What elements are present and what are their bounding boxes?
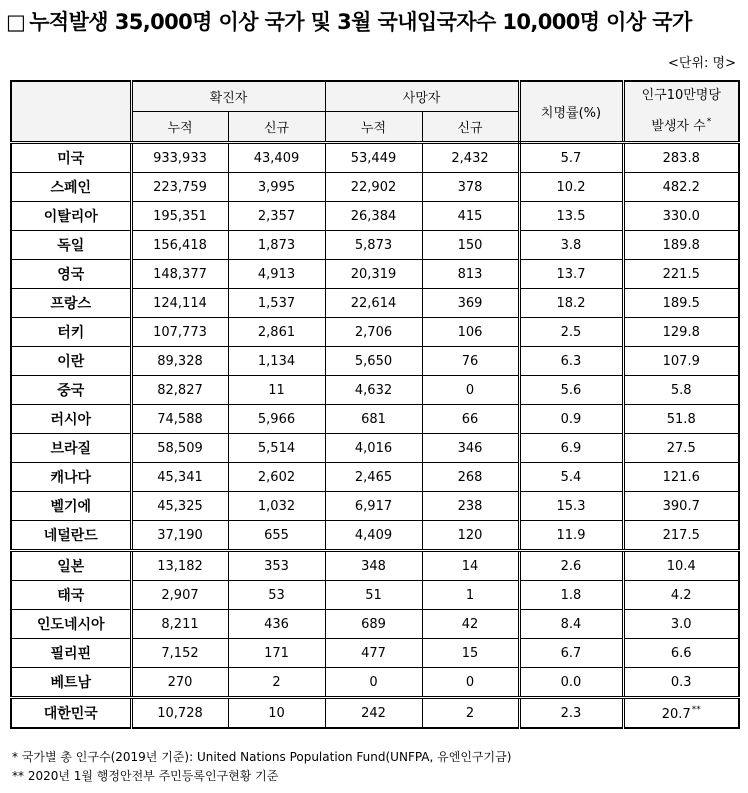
country-cell: 일본 bbox=[11, 551, 131, 581]
deaths-new-cell: 369 bbox=[422, 289, 519, 318]
table-row bbox=[11, 434, 739, 463]
deaths-cumulative-cell: 4,409 bbox=[325, 521, 422, 551]
per100k-cell: 107.9 bbox=[623, 347, 739, 376]
confirmed-new-cell: 353 bbox=[228, 551, 325, 581]
per100k-cell: 283.8 bbox=[623, 143, 739, 173]
confirmed-cumulative-cell: 124,114 bbox=[131, 289, 228, 318]
confirmed-new-cell: 2,602 bbox=[228, 463, 325, 492]
table-row bbox=[11, 610, 739, 639]
confirmed-new-cell: 4,913 bbox=[228, 260, 325, 289]
deaths-cumulative-cell: 4,016 bbox=[325, 434, 422, 463]
deaths-new-cell: 2 bbox=[422, 698, 519, 729]
per100k-cell: 6.6 bbox=[623, 639, 739, 668]
confirmed-cumulative-cell: 58,509 bbox=[131, 434, 228, 463]
table-row bbox=[11, 581, 739, 610]
deaths-cumulative-cell: 0 bbox=[325, 668, 422, 698]
per100k-cell: 129.8 bbox=[623, 318, 739, 347]
confirmed-new-cell: 1,134 bbox=[228, 347, 325, 376]
confirmed-cumulative-cell: 933,933 bbox=[131, 143, 228, 173]
confirmed-new-cell: 436 bbox=[228, 610, 325, 639]
table-row bbox=[11, 318, 739, 347]
fatality-header: 치명률(%) bbox=[519, 81, 623, 143]
per100k-cell: 27.5 bbox=[623, 434, 739, 463]
country-header bbox=[11, 81, 131, 143]
deaths-new-cell: 238 bbox=[422, 492, 519, 521]
confirmed-header: 확진자 bbox=[131, 81, 325, 112]
deaths-cumulative-cell: 5,650 bbox=[325, 347, 422, 376]
confirmed-cumulative-cell: 148,377 bbox=[131, 260, 228, 289]
confirmed-new-cell: 1,537 bbox=[228, 289, 325, 318]
deaths-new-cell: 268 bbox=[422, 463, 519, 492]
confirmed-new-cell: 10 bbox=[228, 698, 325, 729]
per100k-cell: 221.5 bbox=[623, 260, 739, 289]
country-cell: 독일 bbox=[11, 231, 131, 260]
confirmed-cumulative-cell: 8,211 bbox=[131, 610, 228, 639]
fatality-rate-cell: 3.8 bbox=[519, 231, 623, 260]
per100k-cell: 482.2 bbox=[623, 173, 739, 202]
fatality-rate-cell: 2.3 bbox=[519, 698, 623, 729]
fatality-rate-cell: 2.6 bbox=[519, 551, 623, 581]
fatality-rate-cell: 11.9 bbox=[519, 521, 623, 551]
fatality-rate-cell: 15.3 bbox=[519, 492, 623, 521]
deaths-cumulative-cell: 22,614 bbox=[325, 289, 422, 318]
deaths-cumulative-cell: 5,873 bbox=[325, 231, 422, 260]
per100k-cell: 51.8 bbox=[623, 405, 739, 434]
table-row bbox=[11, 639, 739, 668]
confirmed-cumulative-cell: 89,328 bbox=[131, 347, 228, 376]
confirmed-cumulative-cell: 156,418 bbox=[131, 231, 228, 260]
per100k-cell: 121.6 bbox=[623, 463, 739, 492]
confirmed-new-cell: 5,514 bbox=[228, 434, 325, 463]
deaths-cumulative-cell: 51 bbox=[325, 581, 422, 610]
country-cell: 인도네시아 bbox=[11, 610, 131, 639]
deaths-cumulative-cell: 26,384 bbox=[325, 202, 422, 231]
deaths-new-cell: 14 bbox=[422, 551, 519, 581]
table-row bbox=[11, 289, 739, 318]
country-cell: 미국 bbox=[11, 143, 131, 173]
footnote-mark: ** bbox=[691, 704, 701, 715]
deaths-new-cell: 346 bbox=[422, 434, 519, 463]
confirmed-new-cell: 11 bbox=[228, 376, 325, 405]
deaths-cumulative-cell: 348 bbox=[325, 551, 422, 581]
confirmed-new-header: 신규 bbox=[228, 112, 325, 143]
deaths-new-cell: 415 bbox=[422, 202, 519, 231]
per100k-cell: 189.8 bbox=[623, 231, 739, 260]
country-cell: 베트남 bbox=[11, 668, 131, 698]
table-row bbox=[11, 260, 739, 289]
per100k-cell: 4.2 bbox=[623, 581, 739, 610]
deaths-cumulative-cell: 20,319 bbox=[325, 260, 422, 289]
confirmed-cumulative-cell: 10,728 bbox=[131, 698, 228, 729]
deaths-cumulative-cell: 681 bbox=[325, 405, 422, 434]
confirmed-cumulative-cell: 74,588 bbox=[131, 405, 228, 434]
deaths-new-cell: 42 bbox=[422, 610, 519, 639]
country-cell: 벨기에 bbox=[11, 492, 131, 521]
country-cell: 네덜란드 bbox=[11, 521, 131, 551]
deaths-cumulative-cell: 53,449 bbox=[325, 143, 422, 173]
table-body bbox=[11, 143, 739, 729]
deaths-cumulative-cell: 4,632 bbox=[325, 376, 422, 405]
confirmed-cumulative-cell: 45,325 bbox=[131, 492, 228, 521]
fatality-rate-cell: 5.4 bbox=[519, 463, 623, 492]
country-cell: 캐나다 bbox=[11, 463, 131, 492]
table-row bbox=[11, 231, 739, 260]
confirmed-new-cell: 2,357 bbox=[228, 202, 325, 231]
deaths-new-cell: 15 bbox=[422, 639, 519, 668]
footnote-korea: ** 2020년 1월 행정안전부 주민등록인구현황 기준 bbox=[12, 769, 279, 783]
country-cell: 이탈리아 bbox=[11, 202, 131, 231]
deaths-cumulative-cell: 242 bbox=[325, 698, 422, 729]
deaths-cumulative-cell: 689 bbox=[325, 610, 422, 639]
confirmed-cumulative-cell: 223,759 bbox=[131, 173, 228, 202]
confirmed-cumulative-cell: 7,152 bbox=[131, 639, 228, 668]
table-row bbox=[11, 173, 739, 202]
per100k-cell: 0.3 bbox=[623, 668, 739, 698]
country-cell: 대한민국 bbox=[11, 698, 131, 729]
table-row bbox=[11, 202, 739, 231]
deaths-new-cell: 150 bbox=[422, 231, 519, 260]
deaths-new-cell: 106 bbox=[422, 318, 519, 347]
deaths-new-cell: 66 bbox=[422, 405, 519, 434]
fatality-rate-cell: 6.7 bbox=[519, 639, 623, 668]
confirmed-cumulative-header: 누적 bbox=[131, 112, 228, 143]
confirmed-new-cell: 2,861 bbox=[228, 318, 325, 347]
country-cell: 태국 bbox=[11, 581, 131, 610]
per100k-footnote-mark: * bbox=[706, 117, 712, 127]
deaths-cumulative-header: 누적 bbox=[325, 112, 422, 143]
deaths-new-cell: 76 bbox=[422, 347, 519, 376]
per100k-header: 인구10만명당 발생자 수* bbox=[623, 81, 739, 143]
confirmed-cumulative-cell: 13,182 bbox=[131, 551, 228, 581]
fatality-rate-cell: 10.2 bbox=[519, 173, 623, 202]
deaths-new-cell: 1 bbox=[422, 581, 519, 610]
per100k-cell: 5.8 bbox=[623, 376, 739, 405]
table-row bbox=[11, 347, 739, 376]
deaths-cumulative-cell: 2,465 bbox=[325, 463, 422, 492]
country-cell: 중국 bbox=[11, 376, 131, 405]
footnotes bbox=[12, 748, 511, 786]
fatality-rate-cell: 2.5 bbox=[519, 318, 623, 347]
fatality-rate-cell: 6.9 bbox=[519, 434, 623, 463]
fatality-rate-cell: 6.3 bbox=[519, 347, 623, 376]
country-cell: 프랑스 bbox=[11, 289, 131, 318]
confirmed-new-cell: 171 bbox=[228, 639, 325, 668]
table-row bbox=[11, 698, 739, 729]
table-row bbox=[11, 376, 739, 405]
confirmed-cumulative-cell: 2,907 bbox=[131, 581, 228, 610]
per100k-cell: 189.5 bbox=[623, 289, 739, 318]
fatality-rate-cell: 1.8 bbox=[519, 581, 623, 610]
table-row bbox=[11, 405, 739, 434]
footnote-population: * 국가별 총 인구수(2019년 기준): United Nations Population Fund(UNFPA, 유엔인구기금) bbox=[12, 750, 512, 764]
unit-label: <단위: 명> bbox=[668, 56, 736, 71]
deaths-new-cell: 0 bbox=[422, 376, 519, 405]
confirmed-new-cell: 655 bbox=[228, 521, 325, 551]
deaths-cumulative-cell: 477 bbox=[325, 639, 422, 668]
document-title: □ 누적발생 35,000명 이상 국가 및 3월 국내입국자수 10,000명 이상 국가 bbox=[6, 10, 692, 34]
per100k-cell: 20.7** bbox=[623, 698, 739, 729]
confirmed-cumulative-cell: 82,827 bbox=[131, 376, 228, 405]
table-row bbox=[11, 463, 739, 492]
confirmed-cumulative-cell: 37,190 bbox=[131, 521, 228, 551]
country-cell: 브라질 bbox=[11, 434, 131, 463]
fatality-rate-cell: 18.2 bbox=[519, 289, 623, 318]
country-cell: 필리핀 bbox=[11, 639, 131, 668]
confirmed-new-cell: 3,995 bbox=[228, 173, 325, 202]
deaths-new-header: 신규 bbox=[422, 112, 519, 143]
deaths-cumulative-cell: 6,917 bbox=[325, 492, 422, 521]
confirmed-cumulative-cell: 107,773 bbox=[131, 318, 228, 347]
deaths-new-cell: 2,432 bbox=[422, 143, 519, 173]
confirmed-cumulative-cell: 195,351 bbox=[131, 202, 228, 231]
confirmed-new-cell: 5,966 bbox=[228, 405, 325, 434]
fatality-rate-cell: 8.4 bbox=[519, 610, 623, 639]
fatality-rate-cell: 5.6 bbox=[519, 376, 623, 405]
confirmed-new-cell: 2 bbox=[228, 668, 325, 698]
per100k-cell: 10.4 bbox=[623, 551, 739, 581]
fatality-rate-cell: 13.5 bbox=[519, 202, 623, 231]
title-box-icon: □ bbox=[6, 10, 26, 34]
fatality-rate-cell: 5.7 bbox=[519, 143, 623, 173]
deaths-cumulative-cell: 22,902 bbox=[325, 173, 422, 202]
fatality-rate-cell: 0.0 bbox=[519, 668, 623, 698]
table-row bbox=[11, 143, 739, 173]
country-stats-table bbox=[10, 80, 740, 729]
confirmed-cumulative-cell: 45,341 bbox=[131, 463, 228, 492]
per100k-cell: 3.0 bbox=[623, 610, 739, 639]
per100k-cell: 390.7 bbox=[623, 492, 739, 521]
per100k-cell: 217.5 bbox=[623, 521, 739, 551]
country-cell: 러시아 bbox=[11, 405, 131, 434]
country-cell: 영국 bbox=[11, 260, 131, 289]
fatality-rate-cell: 13.7 bbox=[519, 260, 623, 289]
deaths-new-cell: 0 bbox=[422, 668, 519, 698]
country-cell: 이란 bbox=[11, 347, 131, 376]
confirmed-new-cell: 1,873 bbox=[228, 231, 325, 260]
deaths-new-cell: 120 bbox=[422, 521, 519, 551]
confirmed-new-cell: 43,409 bbox=[228, 143, 325, 173]
confirmed-new-cell: 53 bbox=[228, 581, 325, 610]
table-row bbox=[11, 668, 739, 698]
table-row bbox=[11, 551, 739, 581]
country-cell: 터키 bbox=[11, 318, 131, 347]
table-row bbox=[11, 521, 739, 551]
deaths-new-cell: 813 bbox=[422, 260, 519, 289]
per100k-cell: 330.0 bbox=[623, 202, 739, 231]
table-row bbox=[11, 492, 739, 521]
fatality-rate-cell: 0.9 bbox=[519, 405, 623, 434]
country-cell: 스페인 bbox=[11, 173, 131, 202]
confirmed-cumulative-cell: 270 bbox=[131, 668, 228, 698]
deaths-cumulative-cell: 2,706 bbox=[325, 318, 422, 347]
confirmed-new-cell: 1,032 bbox=[228, 492, 325, 521]
deaths-header: 사망자 bbox=[325, 81, 519, 112]
deaths-new-cell: 378 bbox=[422, 173, 519, 202]
